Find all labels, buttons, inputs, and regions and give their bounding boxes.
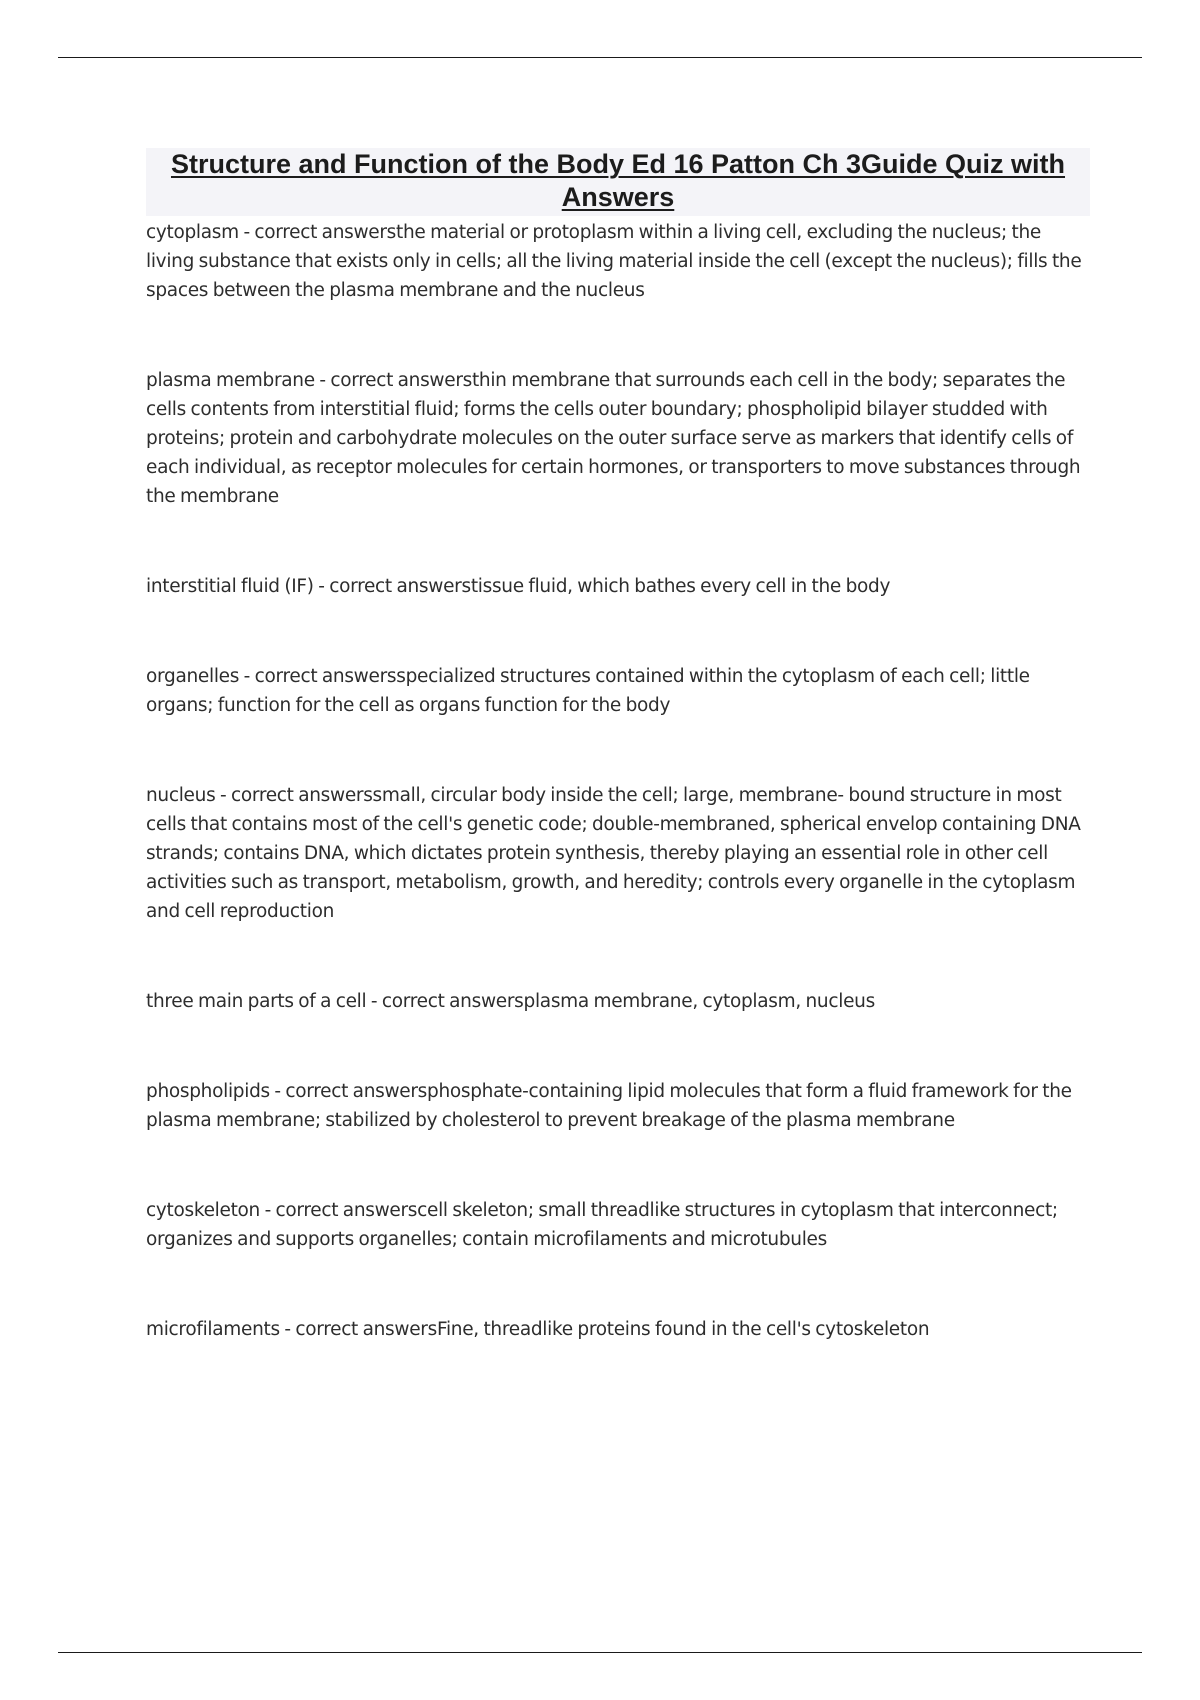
footer-rule — [58, 1652, 1142, 1653]
entry-three-main-parts: three main parts of a cell - correct answersplasma membrane, cytoplasm, nucleus — [146, 991, 875, 1012]
entry-microfilaments: microfilaments - correct answersFine, threadlike proteins found in the cell's cytoskeleton — [146, 1319, 930, 1340]
entry-phospholipids: phospholipids - correct answersphosphate-containing lipid molecules that form a fluid framework for the plasma membrane; stabilized by cholesterol to prevent breakage of the plasma membrane — [146, 1081, 1072, 1131]
entry-cytoskeleton: cytoskeleton - correct answerscell skeleton; small threadlike structures in cytoplasm that interconnect; organizes and supports organelles; contain microfilaments and microtubules — [146, 1200, 1058, 1250]
entry-cytoplasm: cytoplasm - correct answersthe material or protoplasm within a living cell, excluding the nucleus; the living substance that exists only in cells; all the living material inside the cell (except the nucleus); fills the spaces between the plasma membrane and the nucleus — [146, 222, 1082, 301]
entry-plasma-membrane: plasma membrane - correct answersthin membrane that surrounds each cell in the body; separates the cells contents from interstitial fluid; forms the cells outer boundary; phospholipid bilayer studded with proteins; protein and carbohydrate molecules on the outer surface serve as markers that identify cells of each individual, as receptor molecules for certain hormones, or transporters to move substances through the membrane — [146, 370, 1081, 507]
entry-nucleus: nucleus - correct answerssmall, circular body inside the cell; large, membrane- bound structure in most cells that contains most of the cell's genetic code; double-membraned, spherical envelop containing DNA strands; contains DNA, which dictates protein synthesis, thereby playing an essential role in other cell activities such as transport, metabolism, growth, and heredity; controls every organelle in the cytoplasm and cell reproduction — [146, 785, 1081, 922]
document-body — [146, 148, 1090, 1405]
entry-interstitial-fluid: interstitial fluid (IF) - correct answerstissue fluid, which bathes every cell in the body — [146, 576, 891, 597]
document-title: Structure and Function of the Body Ed 16 Patton Ch 3Guide Quiz with Answers — [170, 149, 1066, 212]
header-rule — [58, 57, 1142, 58]
entry-organelles: organelles - correct answersspecialized structures contained within the cytoplasm of each cell; little organs; function for the cell as organs function for the body — [146, 666, 1030, 716]
title-block — [146, 148, 1090, 216]
entry-list — [146, 218, 1090, 1344]
